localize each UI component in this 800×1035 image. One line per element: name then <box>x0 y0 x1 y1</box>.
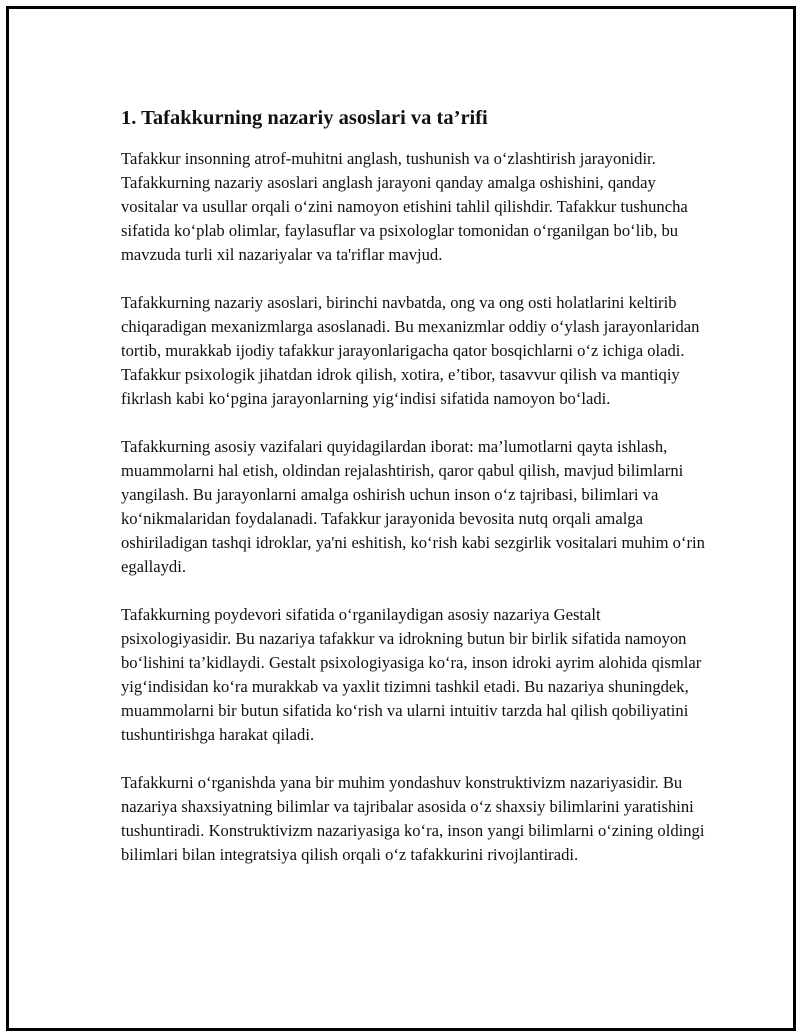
paragraph-5: Tafakkurni o‘rganishda yana bir muhim yondashuv konstruktivizm nazariyasidir. Bu nazariya shaxsiyatning bilimlar va tajribalar asosida o‘z shaxsiy bilimlarini yaratishini tushuntiradi. Konstruktivizm nazariyasiga ko‘ra, inson yangi bilimlarni o‘zining oldingi bilimlari bilan integratsiya qilish orqali o‘z tafakkurini rivojlantiradi. <box>121 773 705 864</box>
paragraph-1: Tafakkur insonning atrof-muhitni anglash, tushunish va o‘zlashtirish jarayonidir. Tafakkurning nazariy asoslari anglash jarayoni qanday amalga oshishini, qanday vositalar va usullar orqali o‘zini namoyon etishini tahlil qilishdir. Tafakkur tushuncha sifatida ko‘plab olimlar, faylasuflar va psixologlar tomonidan o‘rganilgan bo‘lib, bu mavzuda turli xil nazariyalar va ta'riflar mavjud. <box>121 149 688 264</box>
document-body <box>121 105 711 891</box>
paragraph-3: Tafakkurning asosiy vazifalari quyidagilardan iborat: ma’lumotlarni qayta ishlash, muammolarni hal etish, oldindan rejalashtirish, qaror qabul qilish, mavjud bilimlarni yangilash. Bu jarayonlarni amalga oshirish uchun inson o‘z tajribasi, bilimlari va ko‘nikmalaridan foydalanadi. Tafakkur jarayonida bevosita nutq orqali amalga oshiriladigan tashqi idroklar, ya'ni eshitish, ko‘rish kabi sezgirlik vositalari muhim o‘rin egallaydi. <box>121 437 705 576</box>
paragraph-4: Tafakkurning poydevori sifatida o‘rganilaydigan asosiy nazariya Gestalt psixologiyasidir. Bu nazariya tafakkur va idrokning butun bir birlik sifatida namoyon bo‘lishini ta’kidlaydi. Gestalt psixologiyasiga ko‘ra, inson idroki ayrim alohida qismlar yig‘indisidan ko‘ra murakkab va yaxlit tizimni tashkil etadi. Bu nazariya shuningdek, muammolarni bir butun sifatida ko‘rish va ularni intuitiv tarzda hal qilish qobiliyatini tushuntirishga harakat qiladi. <box>121 605 702 744</box>
section-heading: 1. Tafakkurning nazariy asoslari va ta’rifi <box>121 107 488 129</box>
paragraph-2: Tafakkurning nazariy asoslari, birinchi navbatda, ong va ong osti holatlarini keltirib chiqaradigan mexanizmlarga asoslanadi. Bu mexanizmlar oddiy o‘ylash jarayonlaridan tortib, murakkab ijodiy tafakkur jarayonlarigacha qator bosqichlarni o‘z ichiga oladi. Tafakkur psixologik jihatdan idrok qilish, xotira, e’tibor, tasavvur qilish va mantiqiy fikrlash kabi ko‘pgina jarayonlarning yig‘indisi sifatida namoyon bo‘ladi. <box>121 293 700 408</box>
page-frame <box>6 6 796 1031</box>
